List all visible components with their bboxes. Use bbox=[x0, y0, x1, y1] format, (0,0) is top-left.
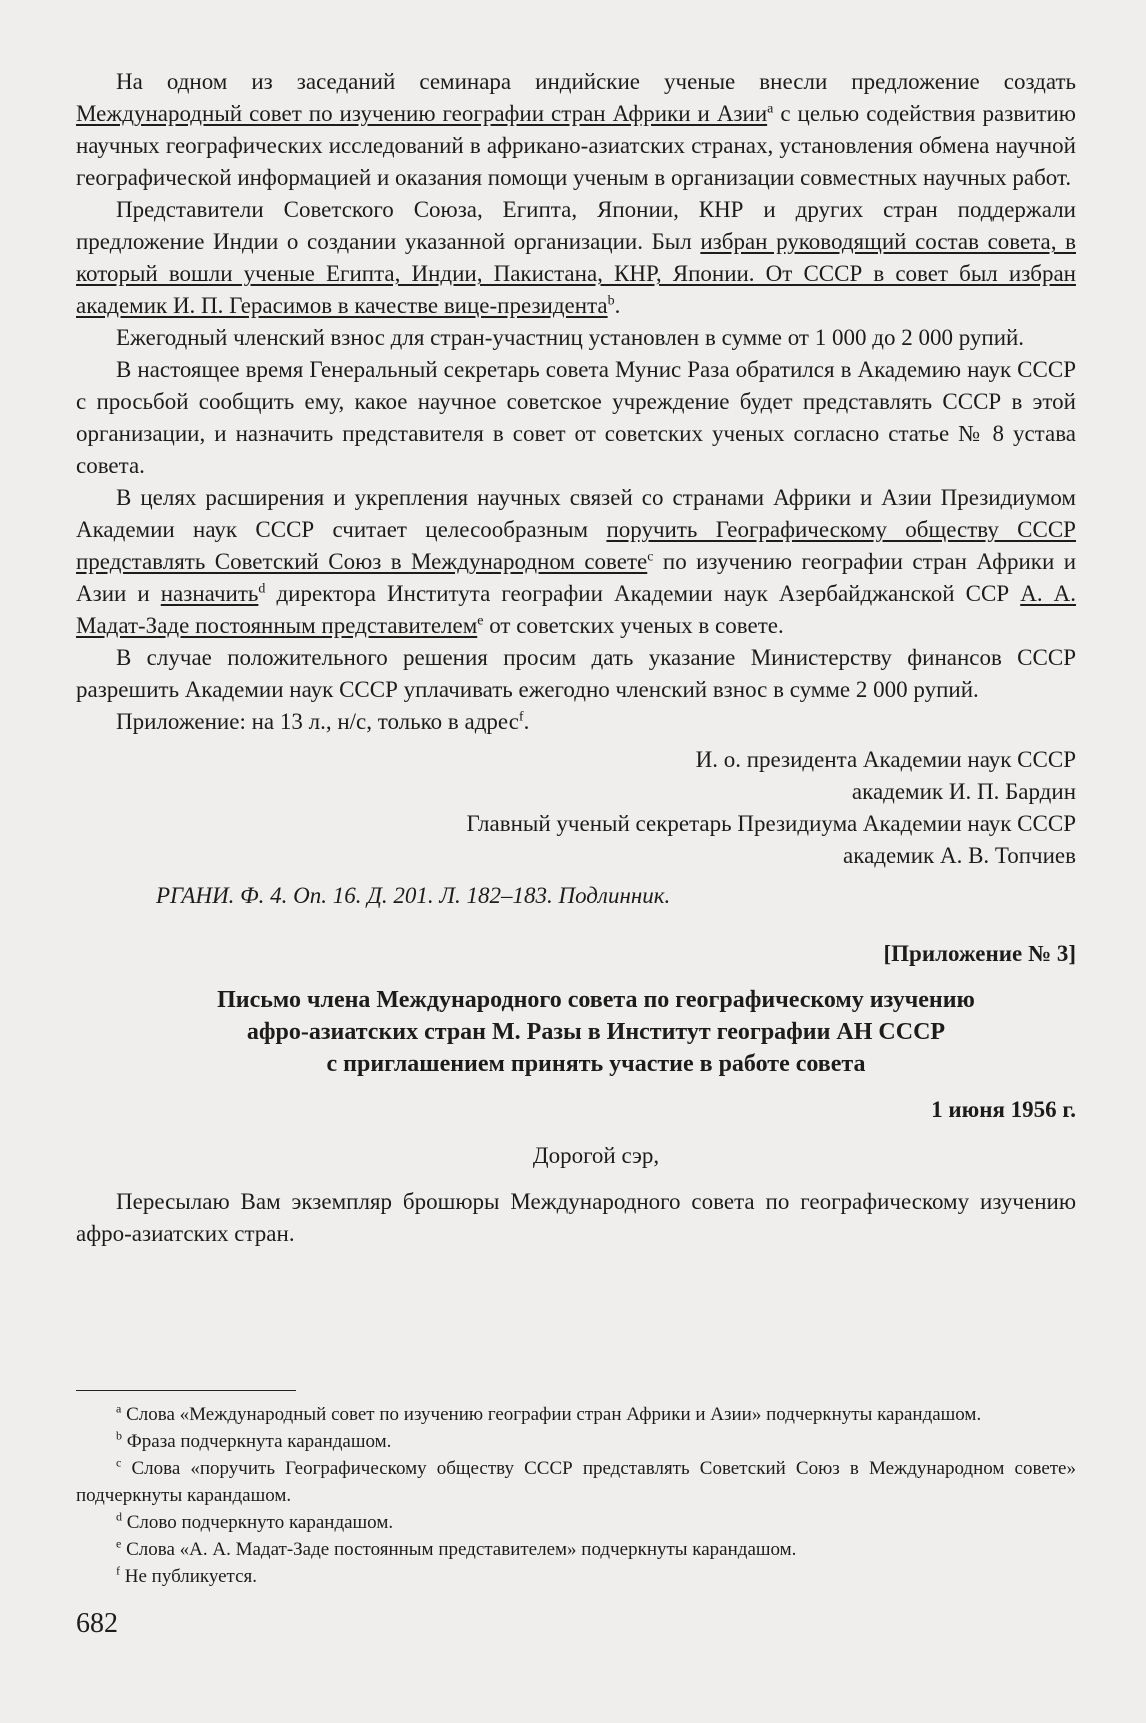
appendix-title-line: афро-азиатских стран М. Разы в Институт географии АН СССР bbox=[246, 1019, 946, 1045]
page-number: 682 bbox=[76, 1608, 118, 1639]
footnotes-section bbox=[76, 1390, 1076, 1590]
footnote-mark: e bbox=[116, 1536, 122, 1551]
appendix-label: [Приложение № 3] bbox=[883, 941, 1076, 966]
underlined-phrase: поручить Географическому обществу СССР представлять Советский Союз в Международном совете bbox=[76, 517, 1076, 574]
footnote-mark: a bbox=[116, 1401, 122, 1416]
letter-date: 1 июня 1956 г. bbox=[931, 1097, 1076, 1122]
signature-title: Главный ученый секретарь Президиума Академии наук СССР bbox=[466, 811, 1076, 836]
underlined-phrase: А. А. Мадат-Заде постоянным представителем bbox=[76, 581, 1076, 638]
underlined-phrase: избран руководящий состав совета, в который вошли ученые Египта, Индии, Пакистана, КНР, Японии. От СССР в совет был избран академик И. П. Герасимов в качестве вице-президента bbox=[76, 229, 1076, 318]
archive-reference: РГАНИ. Ф. 4. Оп. 16. Д. 201. Л. 182–183. Подлинник. bbox=[156, 883, 671, 908]
footnote: $^f$ Не публикуется. bbox=[116, 1563, 258, 1587]
paragraph-3: Ежегодный членский взнос для стран-участниц установлен в сумме от 1 000 до 2 000 рупий. bbox=[116, 325, 1025, 350]
footnote-ref: b bbox=[607, 293, 615, 309]
footnote-mark: c bbox=[116, 1455, 122, 1470]
footnote-divider bbox=[76, 1390, 296, 1391]
paragraph-1: На одном из заседаний семинара индийские ученые внесли предложение создать Международный совет по изучению географии стран Африки и Азии$^a$ с целью содействия развитию научных географических исследований в африкано-азиатских странах, установления обмена научной географической информацией и оказания помощи ученым в организации совместных научных работ. bbox=[76, 69, 1076, 190]
footnote: $^d$ Слово подчеркнуто карандашом. bbox=[116, 1509, 394, 1533]
footnote: $^c$ Слова «поручить Географическому обществу СССР представлять Советский Союз в Международном совете» подчеркнуты карандашом. bbox=[76, 1455, 1076, 1506]
signature-title: И. о. президента Академии наук СССР bbox=[695, 747, 1076, 772]
underlined-phrase: Международный совет по изучению географии стран Африки и Азии bbox=[76, 101, 768, 126]
paragraph-4: В настоящее время Генеральный секретарь совета Мунис Раза обратился в Академию наук СССР с просьбой сообщить ему, какое научное советское учреждение будет представлять СССР в этой организации, и назначить представителя в совет от советских ученых согласно статье № 8 устава совета. bbox=[76, 357, 1076, 478]
footnote-ref: f bbox=[518, 709, 524, 725]
footnote: $^a$ Слова «Международный совет по изучению географии стран Африки и Азии» подчеркнуты карандашом. bbox=[116, 1401, 982, 1425]
footnote-ref: d bbox=[258, 581, 266, 597]
footnote-ref: a bbox=[767, 101, 774, 117]
signature-name: академик А. В. Топчиев bbox=[843, 843, 1076, 868]
appendix-title-line: Письмо члена Международного совета по географическому изучению bbox=[217, 987, 975, 1013]
letter-body bbox=[76, 66, 1076, 1250]
appendix-title bbox=[76, 984, 1076, 1080]
signature-block bbox=[76, 744, 1076, 872]
signature-name: академик И. П. Бардин bbox=[851, 779, 1076, 804]
paragraph-2: Представители Советского Союза, Египта, Японии, КНР и других стран поддержали предложение Индии о создании указанной организации. Был избран руководящий состав совета, в который вошли ученые Египта, Индии, Пакистана, КНР, Японии. От СССР в совет был избран академик И. П. Герасимов в качестве вице-президента$^b$. bbox=[76, 197, 1076, 318]
paragraph-7: Приложение: на 13 л., н/с, только в адрес$^f$. bbox=[116, 709, 530, 734]
greeting: Дорогой сэр, bbox=[532, 1143, 660, 1168]
paragraph-6: В случае положительного решения просим дать указание Министерству финансов СССР разрешить Академии наук СССР уплачивать ежегодно членский взнос в сумме 2 000 рупий. bbox=[76, 645, 1076, 702]
underlined-phrase: назначить bbox=[160, 581, 259, 606]
footnote-mark: d bbox=[116, 1509, 122, 1524]
appendix-body: Пересылаю Вам экземпляр брошюры Международного совета по географическому изучению афро-азиатских стран. bbox=[76, 1189, 1076, 1246]
footnotes-list bbox=[76, 1401, 1076, 1590]
footnote-mark: f bbox=[116, 1563, 120, 1578]
footnote: $^e$ Слова «А. А. Мадат-Заде постоянным представителем» подчеркнуты карандашом. bbox=[116, 1536, 797, 1560]
paragraph-5: В целях расширения и укрепления научных связей со странами Африки и Азии Президиумом Академии наук СССР считает целесообразным поручить Географическому обществу СССР представлять Советский Союз в Международном совете$^c$ по изучению географии стран Африки и Азии и назначить$^d$ директора Института географии Академии наук Азербайджанской ССР А. А. Мадат-Заде постоянным представителем$^e$ от советских ученых в совете. bbox=[76, 485, 1077, 638]
footnote-ref: e bbox=[477, 613, 484, 629]
footnote: $^b$ Фраза подчеркнута карандашом. bbox=[116, 1428, 392, 1452]
footnote-ref: c bbox=[647, 549, 654, 565]
appendix-title-line: с приглашением принять участие в работе совета bbox=[326, 1051, 866, 1077]
footnote-mark: b bbox=[116, 1428, 122, 1443]
